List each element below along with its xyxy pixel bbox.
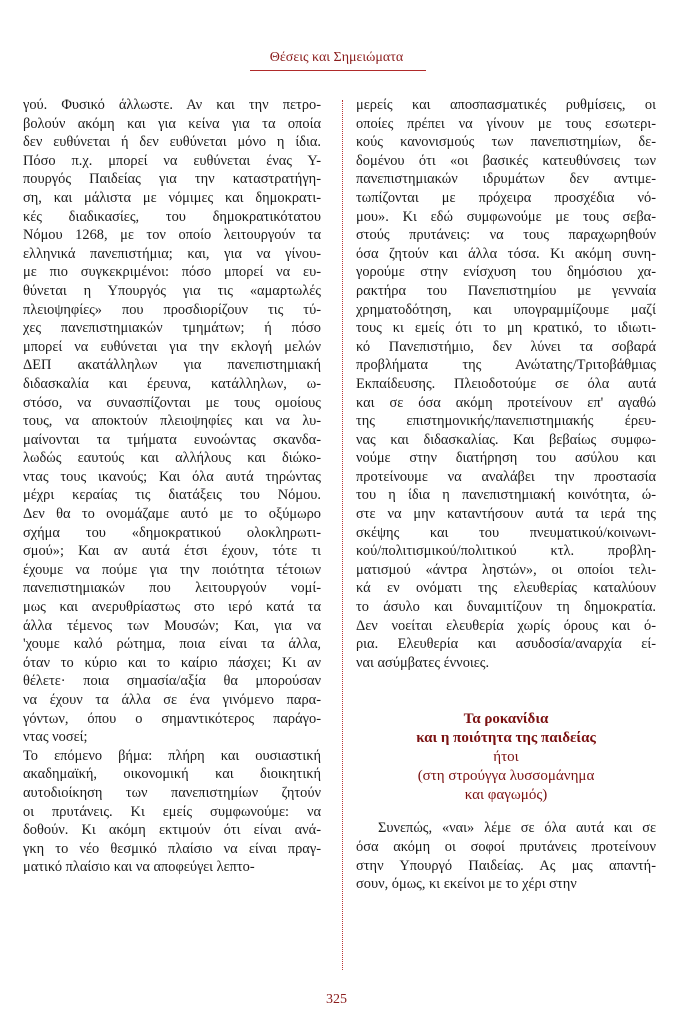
text-line: Εκπαίδευσης. Πλειοδοτούμε σε όλα αυτά	[356, 375, 656, 392]
text-line: γορούμε στην ενίσχυση του δημόσιου χα-	[356, 264, 656, 281]
text-line: ρια. Ελευθερία και ασυδοσία/αναρχία εί-	[356, 636, 656, 653]
text-line: οποίες πρέπει να γίνουν με τους εσωτερι-	[356, 115, 656, 132]
text-line: κού/πολιτισμικού/πολιτικού κτλ. προβλη-	[356, 543, 656, 560]
text-line: θέλετε· ποια σημασία/αξία θα μπορούσαν	[23, 673, 321, 690]
text-line: οι πρυτάνεις. Κι εμείς συμφωνούμε: να	[23, 803, 321, 820]
text-line: της επιστημονικής/πανεπιστημιακής έρευ-	[356, 413, 656, 430]
section-heading-line5: και φαγωμός)	[464, 787, 548, 804]
text-line: πανεπιστημιακών που λειτουργούν νομί-	[23, 580, 321, 597]
text-line: τωπίζονται με πρόχειρα προσχέδια νό-	[356, 189, 656, 206]
text-line: κές διαδικασίες, του δημοκρατικότατου	[23, 208, 321, 225]
text-line: δεν ευθύνεται ή δεν ευθύνεται μόνο η ίδια.	[23, 134, 321, 151]
text-line: σουν, όμως, κι εκείνοι με το χέρι στην	[356, 876, 577, 893]
text-line: κό Πανεπιστήμιο, δεν λύνει τα σοβαρά	[356, 338, 656, 355]
text-line: ντας τους ικανούς; Και όλα αυτά τηρώντας	[23, 468, 321, 485]
text-line: ματισμού «άντρα ληστών», οι οποίοι τελι-	[356, 561, 656, 578]
section-heading-line3: ήτοι	[493, 749, 519, 766]
left-column	[23, 96, 321, 877]
section-heading-line2: και η ποιότητα της παιδείας	[416, 730, 596, 747]
section-heading-line1: Τα ροκανίδια	[463, 711, 549, 728]
text-line: Συνεπώς, «ναι» λέμε σε όλα αυτά και σε	[378, 820, 656, 837]
text-line: Πόσο π.χ. μπορεί να ευθύνεται ένας Υ-	[23, 152, 321, 169]
text-line: στην Υπουργό Παιδείας. Ας μας απαντή-	[356, 857, 656, 874]
text-line: ναι ασύμβατες έννοιες.	[356, 654, 490, 671]
text-line: το άσυλο και δυναμιτίζουν τη δημοκρατία.	[356, 599, 656, 616]
text-line: προβλήματα της Ανώτατης/Τριτοβάθμιας	[356, 357, 656, 374]
text-line: στόσο, να συνασπίζονται με τους ομοίους	[23, 394, 321, 411]
text-line: του η ίδια η πανεπιστημιακή κοινότητα, ώ-	[356, 487, 656, 504]
text-line: με πιο συγκεκριμένοι: πόσο μπορεί να ευ-	[23, 264, 321, 281]
text-line: μως και ανερυθρίαστως στο ιερό κατά τα	[23, 599, 321, 616]
text-line: Το επόμενο βήμα: πλήρη και ουσιαστική	[23, 747, 321, 764]
text-line: Δεν νοείται ελευθερία χωρίς όρους και ό-	[356, 617, 656, 634]
text-line: μαίνονται τα τμήματα ευνοώντας σκανδα-	[23, 431, 321, 448]
text-line: άλλα τέμενος των Μουσών; Και, για να	[23, 617, 321, 634]
right-column-text	[356, 96, 656, 672]
text-line: να έχουν τα άλλα σε ένα γινόμενο παρα-	[23, 692, 321, 708]
text-line: ντας νοσεί;	[23, 729, 88, 746]
text-line: νούμε στην διατήρηση του ασύλου και	[356, 450, 656, 467]
text-line: κούς κανονισμούς των πανεπιστημίων, δε-	[356, 134, 656, 151]
text-line: θύνεται η Υπουργός για τις «αμαρτωλές	[23, 282, 321, 299]
text-line: μερείς και αποσπασματικές ρυθμίσεις, οι	[356, 97, 656, 113]
text-line: Νόμου 1268, με τον οποίο λειτουργούν τα	[23, 227, 321, 244]
right-column-text-after	[356, 819, 656, 893]
text-line: λωδώς εαυτούς και αλλήλους και διώκο-	[23, 450, 321, 467]
text-line: ρακτήρα του Πανεπιστημίου με γενναία	[356, 282, 656, 299]
text-line: σμού»; Και αν αυτά έτσι έχουν, τότε τι	[23, 543, 321, 560]
text-line: ση, και μάλιστα με νόμιμες και δημοκρατι-	[23, 189, 321, 206]
text-line: προτείνουμε να αναλάβει την προστασία	[356, 468, 656, 485]
text-line: όσα ζητούν και άλλα τόσα. Κι ακόμη συνη-	[356, 245, 656, 262]
text-line: και σε όσα ακόμη προτείνουν επ' αγαθώ	[356, 394, 656, 411]
text-line: πουργός Παιδείας για την καταστρατήγη-	[23, 171, 321, 188]
text-line: Δεν θα το ονομάζαμε αυτό με το οξύμωρο	[23, 506, 321, 523]
running-head-rule	[250, 70, 426, 71]
text-line: δοθούν. Κι ακόμη εκτιμούν ότι είναι ανά-	[23, 822, 321, 839]
column-divider	[342, 100, 343, 970]
text-line: κά εν ονόματι της ελευθερίας καταλύουν	[356, 580, 656, 597]
right-column	[356, 96, 656, 894]
text-line: 'χουμε καλό ρώτημα, ποια είναι τα άλλα,	[23, 636, 321, 653]
text-line: ελληνικά πανεπιστήμια; και, για να γίνου-	[23, 245, 321, 262]
text-line: σχήμα του «δημοκρατικού ολοκληρωτι-	[23, 524, 321, 541]
text-line: μπορεί να ευθύνεται για την εκλογή μελών	[23, 338, 321, 355]
text-line: πανεπιστημιακών ιδρυμάτων δεν αντιμε-	[356, 171, 656, 188]
text-line: γόντων, όπου ο σημαντικότερος παράγο-	[23, 710, 321, 727]
text-line: δομένου ότι «οι βασικές κατευθύνσεις των	[356, 152, 656, 169]
running-head: Θέσεις και Σημειώματα	[269, 50, 404, 65]
text-line: έχουμε να πούμε για την ποιότητα τέτοιων	[23, 561, 321, 578]
text-line: ΔΕΠ ακατάλληλων για πανεπιστημιακή	[23, 357, 321, 374]
text-line: νας και διδασκαλίας. Και βεβαίως συμφω-	[356, 431, 656, 448]
text-line: στε να μην καταντήσουν αυτά τα ιερά της	[356, 506, 656, 523]
text-line: χρηματοδότηση, και υπογραμμίζουμε μαζί	[356, 301, 656, 318]
text-line: αυτοδιοίκηση των πανεπιστημίων ζητούν	[23, 784, 321, 801]
text-line: μου». Κι εδώ συμφωνούμε με τους σεβα-	[356, 208, 656, 225]
text-line: χες πανεπιστημιακών τμημάτων; ή πόσο	[23, 320, 321, 337]
text-line: τους κι εμείς ότι το μη κρατικό, το ιδιωτι-	[356, 320, 656, 337]
text-line: ματικό πλαίσιο και να αποφεύγει λεπτο-	[23, 859, 255, 876]
section-heading	[356, 710, 656, 805]
text-line: στούς πρυτάνεις: να τους παραχωρηθούν	[356, 227, 656, 244]
text-line: όσα ακόμη οι σοφοί πρυτάνεις προτείνουν	[356, 839, 656, 855]
text-line: όταν το κύριο και το καίριο πάσχει; Κι αν	[23, 654, 321, 671]
text-line: βολούν ακόμη και για κείνα για τα οποία	[23, 115, 321, 132]
text-line: τους, να αποκτούν πλειοψηφίες και να λυ-	[23, 413, 321, 430]
text-line: ακαδημαϊκή, οικονομική και διοικητική	[23, 766, 321, 783]
page-number: 325	[326, 992, 347, 1007]
text-line: πλειοψηφίες» που προσδιορίζουν τις τύ-	[23, 301, 321, 318]
section-heading-line4: (στη στρούγγα λυσσομάνημα	[417, 768, 595, 785]
text-line: γού. Φυσικό άλλωστε. Αν και την πετρο-	[23, 97, 321, 113]
text-line: διδασκαλία και έρευνα, κατάλληλων, ω-	[23, 375, 321, 392]
text-line: σκέψης και του πνευματικού/κοινωνι-	[356, 524, 656, 541]
text-line: μέχρι κεραίας τις διατάξεις του Νόμου.	[23, 487, 321, 504]
text-line: γκη το νέο θεσμικό πλαίσιο να είναι πραγ-	[23, 840, 321, 857]
